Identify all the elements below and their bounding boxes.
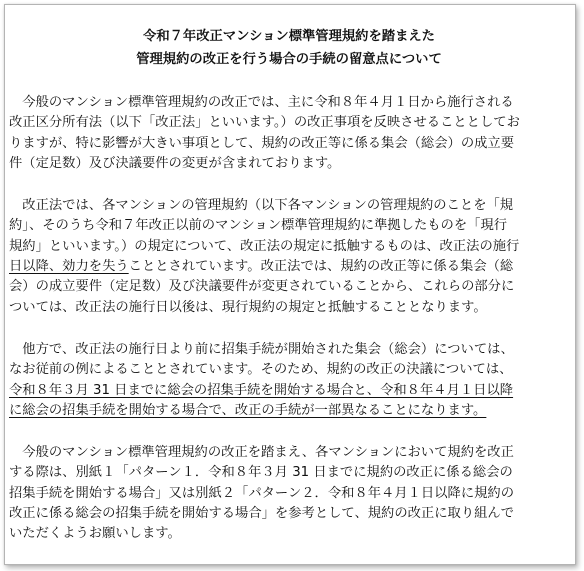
- text-segment: 今般のマンション標準管理規約の改正では、主に令和８年４月１日から施行される: [9, 95, 514, 110]
- paragraph-line: [9, 277, 569, 297]
- text-segment: 規約」といいます。）の規定について、改正法の規定に抵触するものは、改正法の施行: [9, 238, 520, 254]
- document-body: [9, 25, 569, 545]
- text-segment: 今般のマンション標準管理規約の改正を踏まえ、各マンションにおいて規約を改正: [9, 445, 514, 461]
- paragraph-line: [9, 93, 569, 113]
- paragraph-line: [9, 340, 569, 360]
- paragraph-line: [9, 360, 569, 380]
- paragraph-line: [9, 443, 569, 463]
- text-segment: 改正区分所有法（以下「改正法」といいます。）の改正事項を反映させることとしてお: [9, 115, 520, 131]
- text-segment: なお従前の例によることとされています。そのため、規約の改正の決議については、: [9, 362, 513, 378]
- underlined-text: 日以降、効力を失う: [9, 259, 129, 275]
- paragraph-line: [9, 504, 569, 524]
- text-segment: 他方で、改正法の施行日より前に招集手続が開始された集会（総会）については、: [9, 341, 514, 357]
- text-segment: 約」、そのうち令和７年改正以前のマンション標準管理規約に準拠したものを「現行: [9, 218, 508, 234]
- document-page: [4, 4, 576, 565]
- text-segment: 会）の成立要件（定足数）及び決議要件が変更されていることから、これらの部分に: [9, 279, 515, 295]
- paragraph-line: [9, 237, 569, 257]
- paragraph-line: [9, 381, 569, 401]
- paragraph-1: [9, 93, 569, 174]
- paragraph-line: [9, 401, 569, 421]
- text-segment: 招集手続を開始する場合」又は別紙２「パターン２．令和８年４月１日以降に規約の: [9, 485, 515, 501]
- title-line-2: 管理規約の改正を行う場合の手続の留意点について: [136, 52, 442, 67]
- text-segment: 改正に係る総会の招集手続を開始する場合」を参考として、規約の改正に取り組んで: [9, 506, 515, 522]
- paragraph-line: [9, 524, 569, 544]
- paragraph-line: [9, 257, 569, 277]
- text-segment: りますが、特に影響が大きい事項として、規約の改正等に係る集会（総会）の成立要: [9, 135, 515, 151]
- paragraph-line: [9, 463, 569, 483]
- paragraph-line: [9, 134, 569, 154]
- paragraph-2: [9, 196, 569, 318]
- paragraph-line: [9, 154, 569, 174]
- text-segment: 改正法では、各マンションの管理規約（以下各マンションの管理規約のことを「規: [9, 198, 514, 214]
- text-segment: ついては、改正法の施行日以後は、現行規約の規定と抵触することとなります。: [9, 299, 487, 315]
- text-segment: いただくようお願いします。: [9, 526, 181, 542]
- text-segment: 件（定足数）及び決議要件の変更が含まれております。: [9, 155, 341, 171]
- title-line-1: 令和７年改正マンション標準管理規約を踏まえた: [143, 29, 435, 44]
- paragraph-line: [9, 196, 569, 216]
- paragraph-line: [9, 298, 569, 318]
- underlined-text: に総会の招集手続を開始する場合で、改正の手続が一部異なることになります。: [9, 402, 487, 418]
- underlined-text: 令和８年３月 31 日までに総会の招集手続を開始する場合と、令和８年４月１日以降: [9, 382, 514, 398]
- text-segment: こととされています。改正法では、規約の改正等に係る集会（総: [128, 259, 514, 275]
- paragraph-line: [9, 216, 569, 236]
- paragraph-line: [9, 484, 569, 504]
- text-segment: する際は、別紙１「パターン１．令和８年３月 31 日までに規約の改正に係る総会の: [9, 465, 513, 481]
- paragraph-line: [9, 113, 569, 133]
- document-title: [9, 25, 569, 71]
- paragraph-3: [9, 340, 569, 421]
- paragraph-4: [9, 443, 569, 544]
